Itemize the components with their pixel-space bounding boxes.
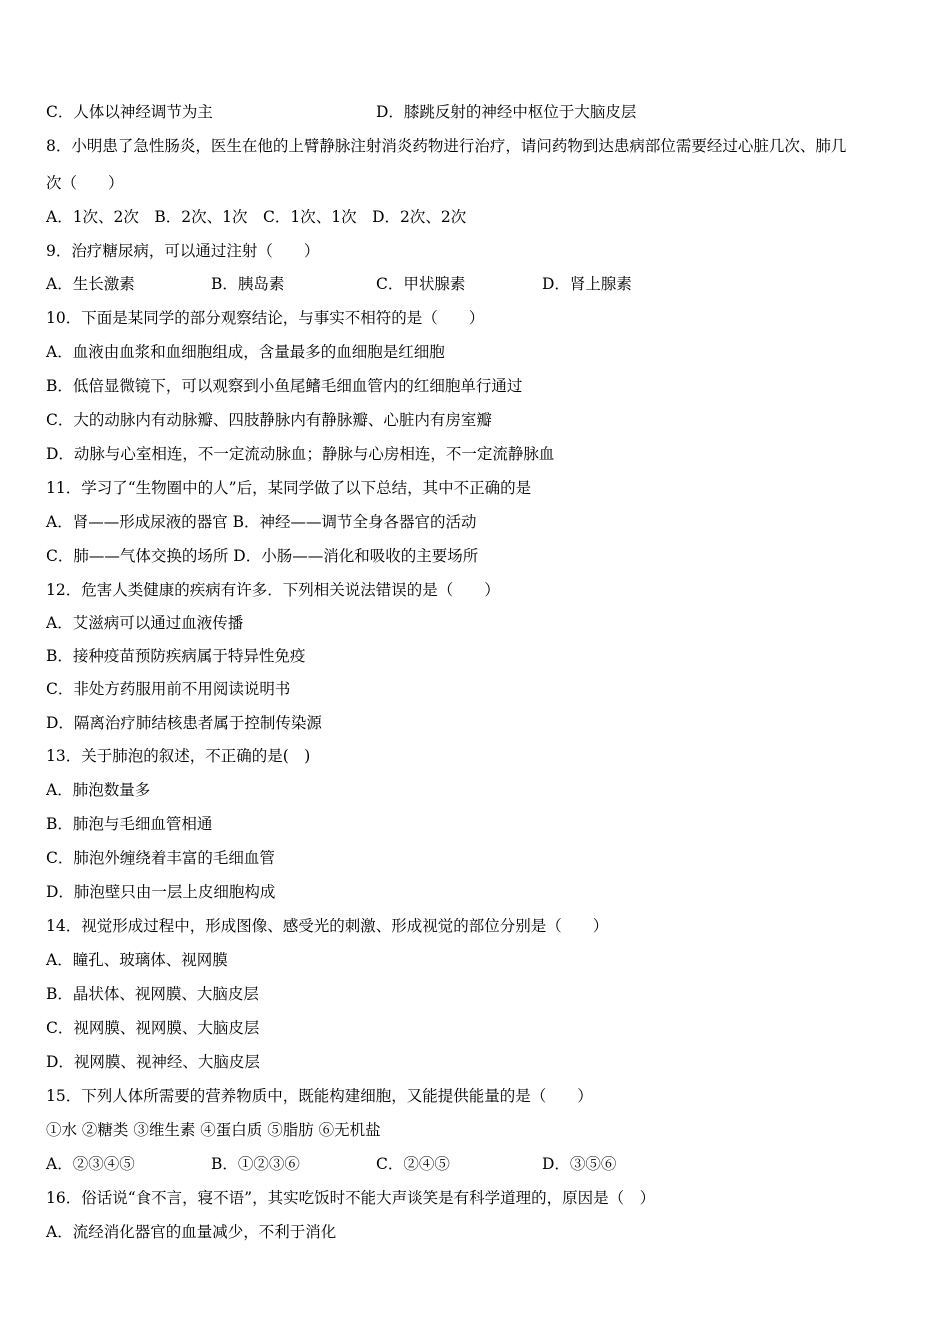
question-16: 16．俗话说“食不言，寝不语”，其实吃饭时不能大声谈笑是有科学道理的，原因是（ ）: [46, 1189, 656, 1207]
option-c: C．非处方药服用前不用阅读说明书: [46, 680, 291, 698]
option-c: C．甲状腺素: [376, 275, 466, 293]
option-d: D．③⑤⑥: [542, 1155, 617, 1173]
option-c: C．大的动脉内有动脉瓣、四肢静脉内有静脉瓣、心脏内有房室瓣: [46, 411, 492, 429]
option-c: C．视网膜、视网膜、大脑皮层: [46, 1019, 260, 1037]
question-8: 8．小明患了急性肠炎，医生在他的上臂静脉注射消炎药物进行治疗，请问药物到达患病部位需要经过心脏几次、肺几: [46, 137, 847, 155]
option-c: C．肺泡外缠绕着丰富的毛细血管: [46, 849, 275, 867]
question-11-options-cd: C．肺——气体交换的场所 D．小肠——消化和吸收的主要场所: [46, 547, 479, 565]
question-11: 11．学习了“生物圈中的人”后，某同学做了以下总结，其中不正确的是: [46, 479, 532, 497]
option-a: A．生长激素: [46, 275, 135, 293]
question-10: 10．下面是某同学的部分观察结论，与事实不相符的是（ ）: [46, 309, 485, 327]
question-15-substances: ①水 ②糖类 ③维生素 ④蛋白质 ⑤脂肪 ⑥无机盐: [46, 1121, 381, 1139]
option-a: A．肺泡数量多: [46, 781, 151, 799]
option-a: A．②③④⑤: [46, 1155, 135, 1173]
question-8-cont: 次（ ）: [46, 174, 124, 192]
question-11-options-ab: A．肾——形成尿液的器官 B．神经——调节全身各器官的活动: [46, 513, 477, 531]
option-a: A．瞳孔、玻璃体、视网膜: [46, 951, 228, 969]
option-b: B．晶状体、视网膜、大脑皮层: [46, 985, 259, 1003]
question-14: 14．视觉形成过程中，形成图像、感受光的刺激、形成视觉的部位分别是（ ）: [46, 917, 609, 935]
option-d: D．肺泡壁只由一层上皮细胞构成: [46, 883, 276, 901]
option-c: C．②④⑤: [376, 1155, 450, 1173]
option-b: B．胰岛素: [211, 275, 285, 293]
option-c: C．人体以神经调节为主: [46, 103, 213, 121]
option-b: B．①②③⑥: [211, 1155, 300, 1173]
option-a: A．血液由血浆和血细胞组成，含量最多的血细胞是红细胞: [46, 343, 445, 361]
option-d: D．动脉与心室相连，不一定流动脉血；静脉与心房相连，不一定流静脉血: [46, 445, 555, 463]
option-d: D．隔离治疗肺结核患者属于控制传染源: [46, 714, 322, 732]
option-b: B．低倍显微镜下，可以观察到小鱼尾鳍毛细血管内的红细胞单行通过: [46, 377, 523, 395]
option-a: A．流经消化器官的血量减少，不利于消化: [46, 1223, 337, 1241]
option-b: B．肺泡与毛细血管相通: [46, 815, 213, 833]
question-13: 13．关于肺泡的叙述，不正确的是( ): [46, 747, 311, 765]
option-a: A．艾滋病可以通过血液传播: [46, 614, 244, 632]
option-d: D．膝跳反射的神经中枢位于大脑皮层: [376, 103, 637, 121]
question-8-options: A．1次、2次 B．2次、1次 C．1次、1次 D．2次、2次: [46, 208, 467, 226]
option-d: D．视网膜、视神经、大脑皮层: [46, 1053, 260, 1071]
question-12: 12．危害人类健康的疾病有许多．下列相关说法错误的是（ ）: [46, 581, 500, 599]
option-d: D．肾上腺素: [542, 275, 632, 293]
option-b: B．接种疫苗预防疾病属于特异性免疫: [46, 647, 306, 665]
question-9: 9．治疗糖尿病，可以通过注射（ ）: [46, 242, 320, 260]
question-15: 15．下列人体所需要的营养物质中，既能构建细胞，又能提供能量的是（ ）: [46, 1087, 593, 1105]
